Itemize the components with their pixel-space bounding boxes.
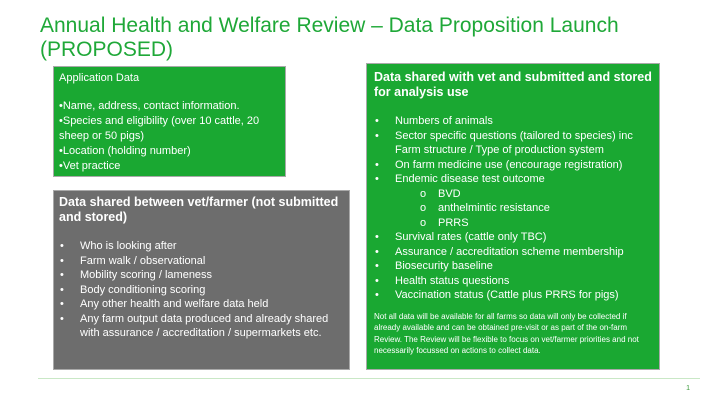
list-item: •Species and eligibility (over 10 cattle, 20 sheep or 50 pigs) bbox=[59, 115, 260, 142]
list-item: • Any farm output data produced and already shared with assurance / accreditation / supermarkets etc. bbox=[60, 312, 329, 339]
sub-list-item: o PRRS bbox=[420, 216, 469, 229]
vet-farmer-list bbox=[59, 239, 344, 341]
list-item: • Numbers of animals bbox=[375, 115, 493, 127]
page-number: 1 bbox=[686, 385, 690, 392]
application-data-heading: Application Data bbox=[59, 72, 140, 84]
submitted-data-box bbox=[366, 63, 660, 370]
bullet-icon: • bbox=[375, 115, 379, 127]
submitted-data-heading: Data shared with vet and submitted and stored for analysis use bbox=[374, 70, 652, 99]
list-item: • Endemic disease test outcome o BVD o anthelmintic resistance o PRRS bbox=[374, 172, 652, 230]
list-item: • Who is looking after bbox=[60, 240, 177, 252]
vet-farmer-heading: Data shared between vet/farmer (not submitted and stored) bbox=[59, 195, 339, 224]
bullet-icon: • bbox=[375, 289, 379, 301]
bullet-icon: • bbox=[60, 240, 64, 252]
vet-farmer-data-box bbox=[53, 190, 350, 370]
footer-divider bbox=[38, 378, 700, 379]
bullet-icon: • bbox=[375, 231, 379, 243]
disease-sublist bbox=[395, 187, 652, 231]
list-item: •Name, address, contact information. bbox=[59, 100, 240, 112]
bullet-icon: • bbox=[60, 269, 64, 281]
application-data-box bbox=[53, 66, 286, 177]
circle-bullet-icon: o bbox=[420, 187, 427, 200]
bullet-icon: • bbox=[375, 129, 379, 142]
list-item: • Vaccination status (Cattle plus PRRS for pigs) bbox=[375, 289, 619, 301]
list-item: • Survival rates (cattle only TBC) bbox=[375, 231, 547, 243]
bullet-icon: • bbox=[375, 158, 379, 171]
sub-list-item: o anthelmintic resistance bbox=[420, 202, 550, 214]
list-item: •Location (holding number) bbox=[59, 145, 191, 157]
sub-list-item: o BVD bbox=[420, 187, 461, 200]
submitted-data-list bbox=[374, 114, 652, 303]
bullet-icon: • bbox=[60, 312, 64, 325]
bullet-icon: • bbox=[375, 274, 379, 287]
bullet-icon: • bbox=[60, 254, 64, 267]
list-item: • Health status questions bbox=[375, 274, 510, 287]
list-item: •Vet practice bbox=[59, 160, 121, 172]
bullet-icon: • bbox=[375, 173, 379, 185]
bullet-icon: • bbox=[60, 283, 64, 296]
list-item: • Sector specific questions (tailored to species) inc Farm structure / Type of production system bbox=[375, 129, 633, 156]
application-data-list bbox=[59, 99, 280, 174]
bullet-icon: • bbox=[60, 298, 64, 310]
list-item: • Body conditioning scoring bbox=[60, 283, 206, 296]
list-item: • Biosecurity baseline bbox=[375, 260, 493, 272]
list-item: • Any other health and welfare data held bbox=[60, 298, 269, 310]
list-item: • Assurance / accreditation scheme membership bbox=[375, 245, 624, 258]
availability-note: Not all data will be available for all farms so data will only be collected if already available and can be obtained pre-visit or as part of the on-farm Review. The Review will be flexible to focus on vet/farmer priorities and not necessarily focussed on actions to collect data. bbox=[374, 311, 639, 355]
bullet-icon: • bbox=[375, 260, 379, 272]
list-item: • Farm walk / observational bbox=[60, 254, 206, 267]
circle-bullet-icon: o bbox=[420, 202, 427, 214]
circle-bullet-icon: o bbox=[420, 216, 427, 229]
slide-title: Annual Health and Welfare Review – Data Proposition Launch (PROPOSED) bbox=[40, 14, 619, 61]
list-item: • On farm medicine use (encourage registration) bbox=[375, 158, 623, 171]
list-item: • Mobility scoring / lameness bbox=[60, 269, 213, 281]
bullet-icon: • bbox=[375, 245, 379, 258]
